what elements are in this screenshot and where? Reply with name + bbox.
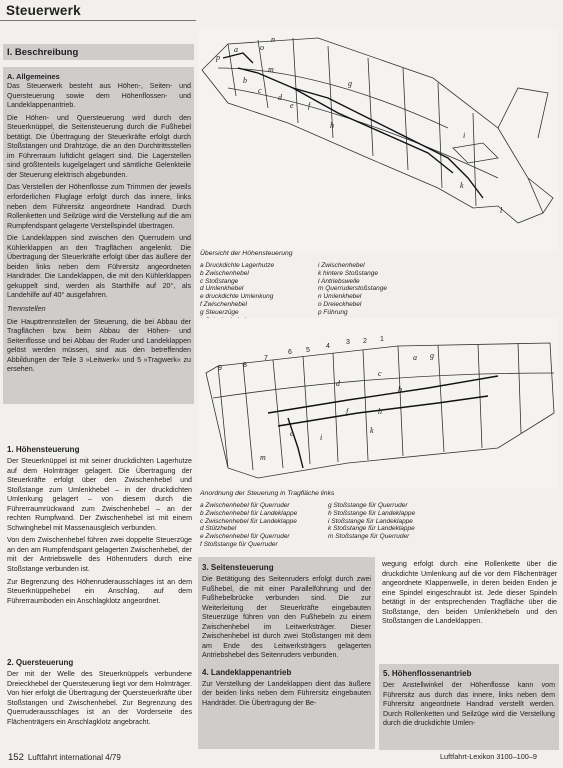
figure-label: g bbox=[348, 79, 352, 88]
section-1-paragraph: Zur Begrenzung des Höhenruderausschlages ist an dem Steuerknüppelhebel ein Anschlag, auf dem Führerraumboden ein Anschlagklotz angeordnet. bbox=[7, 577, 192, 605]
figure-label: h bbox=[330, 121, 334, 130]
legend-item: b Zwischenhebel für Landeklappe bbox=[200, 509, 298, 517]
legend-item: f Stoßstange für Querruder bbox=[200, 540, 278, 548]
trennstellen-heading: Trennstellen bbox=[7, 305, 46, 314]
figure-hoehensteuerung bbox=[198, 28, 559, 252]
section-A-paragraph: Die Höhen- und Quersteuerung wird durch den Steuerknüppel, die Seitensteuerung durch die Fußhebel betätigt. Die Übertragung der Steuerkräfte erfolgt durch Stoßstangen und Drahtzüge, die an den Durchtrittsstellen im Führerraum luftdicht gelagert sind. Die Lagerstellen sind größtenteils kugelgelagert und sämtliche Gelenkteile der Steuerung elektrisch abgebunden. bbox=[7, 113, 191, 179]
legend-item: i Zwischenhebel bbox=[318, 262, 365, 269]
section-5-box bbox=[379, 664, 559, 750]
figure-label: p bbox=[216, 53, 220, 62]
legend-item: k Stoßstange für Landeklappe bbox=[328, 525, 415, 533]
legend-item: d Umlenkhebel bbox=[200, 285, 244, 293]
section-5-heading: 5. Höhenflossenantrieb bbox=[383, 669, 472, 678]
figure-label: i bbox=[320, 433, 323, 442]
station-number: 4 bbox=[326, 343, 330, 350]
section-1-heading: 1. Höhensteuerung bbox=[7, 445, 80, 454]
legend-item: h Stoßstange für Landeklappe bbox=[328, 509, 416, 517]
footer-left bbox=[8, 752, 121, 763]
section-A-heading: A. Allgemeines bbox=[7, 72, 60, 81]
section-4-continued: wegung erfolgt durch eine Rollenkette über die druckdichte Umlenkung auf die vor dem Flächenträger angeordnete Klappenwelle, in deren beiden Enden je eine Spindel eingeschraubt ist. Jede dieser Spindeln betätigt in der entsprechenden Tragfläche über die Stoßstange, den beiden Umlenkhebeln und den Stoßstangen die Landeklappen. bbox=[382, 560, 557, 626]
section-2 bbox=[7, 658, 192, 727]
figure-label: i bbox=[463, 131, 466, 140]
legend-item: l Antriebswelle bbox=[318, 277, 360, 285]
figure-label: l bbox=[500, 206, 503, 215]
section-1-paragraph: Der Steuerknüppel ist mit seiner druckdichten Lagerhutze auf dem Holmträger gelagert. Die Übertragung der Steuerkräfte erfolgt über den Zwischenhebel und Stoßstange zum Umlenkhebel – in der druckdichten Umlenkung gelagert – von diesem durch die Führerraumrückwand zum Zwischenhebel – an der rechten Rumpfwand. Der Zwischenhebel ist mit einem Schwinghebel mit Massenausgleich verbunden. bbox=[7, 457, 192, 532]
figure-label: n bbox=[271, 35, 275, 44]
section-A-paragraph: Die Landeklappen sind zwischen den Querrudern und Kühlerklappen an den Tragflächen angelenkt. Die Übertragung der Steuerkräfte erfolgt über das äußere der beiden links neben dem Führersitz angeordneten Handräder. Die Landeklappen, die mit den Kühlerklappen gekuppelt sind, werden als Starthilfe auf 20°, als Landehilfe auf 40° ausgefahren. bbox=[7, 234, 191, 300]
figure-label: b bbox=[398, 385, 402, 394]
header-rule bbox=[0, 20, 196, 21]
station-number: 3 bbox=[346, 339, 350, 346]
station-number: 6 bbox=[288, 349, 292, 356]
station-number: 2 bbox=[363, 338, 367, 345]
figure-2-title: Anordnung der Steuerung in Tragfläche links bbox=[200, 490, 335, 497]
figure-label: d bbox=[278, 93, 282, 102]
legend-item: o Dreieckhebel bbox=[318, 300, 362, 308]
legend-item: i Stoßstange für Landeklappe bbox=[328, 517, 413, 525]
figure-label: b bbox=[243, 76, 247, 85]
figure-label: k bbox=[370, 426, 374, 435]
section-1 bbox=[7, 445, 192, 606]
legend-item: c Zwischenhebel für Landeklappe bbox=[200, 517, 297, 525]
legend-item: g Steuerzüge bbox=[200, 308, 239, 316]
station-number: 8 bbox=[243, 362, 247, 369]
figure-label: o bbox=[260, 43, 264, 52]
figure-label: f bbox=[308, 101, 311, 110]
figure-label: k bbox=[460, 181, 464, 190]
legend-item: p Führung bbox=[318, 308, 348, 316]
figure-label: c bbox=[378, 369, 382, 378]
figure-1-title: Übersicht der Höhensteuerung bbox=[200, 250, 293, 257]
figure-label: a bbox=[234, 45, 238, 54]
section-3-heading: 3. Seitensteuerung bbox=[202, 563, 274, 572]
section-3-paragraph: Die Betätigung des Seitenruders erfolgt durch zwei Fußhebel, die mit einer Parallelführung und der Fußhebelbrücke verbunden sind. Die zur Weiterleitung der Steuerkräfte eingebauten Steuerzüge führen von den Fußhebeln zu einem Zwischenhebel im Leitwerksträger. Dieser Zwischenhebel ist durch zwei Stoßstangen mit dem am Ende des Leitwerksträgers gelagerten Antriebshebel des Seitenruders verbunden. bbox=[202, 575, 371, 660]
fuselage-drawing bbox=[198, 28, 559, 252]
section-A-box bbox=[3, 67, 194, 404]
legend-item: e druckdichte Umlenkung bbox=[200, 293, 274, 301]
section-2-heading: 2. Quersteuerung bbox=[7, 658, 74, 667]
figure-label: c bbox=[258, 86, 262, 95]
figure-label: f bbox=[346, 407, 349, 416]
figure-tragflaeche bbox=[198, 318, 559, 488]
footer-publication: Luftfahrt international 4/79 bbox=[27, 753, 121, 762]
legend-item: b Zwischenhebel bbox=[200, 269, 249, 277]
figure-1-legend-right bbox=[318, 262, 458, 317]
figure-2-legend-right bbox=[328, 502, 458, 541]
section-A-paragraph: Das Verstellen der Höhenflosse zum Trimmen der jeweils erforderlichen Fluglage erfolgt durch das innere, links neben dem Führersitz angeordnete Handrad. Durch Rollenketten und Seilzüge wird die Verstellung auf die am Rumpfendspant gelagerte Verstellspindel übertragen. bbox=[7, 183, 191, 230]
station-number: 1 bbox=[380, 336, 384, 343]
section-5-paragraph: Der Anstellwinkel der Höhenflosse kann vom Führersitz aus durch das innere, links neben dem Führersitz angeordnete Handrad verstellt werden. Durch Rollenketten und Seilzüge wird die Verstellung durch die druckdichte Umlen- bbox=[383, 681, 555, 728]
page-number: 152 bbox=[8, 752, 24, 763]
page-title: Steuerwerk bbox=[6, 3, 81, 18]
station-numbers bbox=[218, 336, 384, 372]
figure-label: m bbox=[268, 65, 274, 74]
figure-1-legend-left bbox=[200, 262, 315, 324]
legend-item: c Stoßstange bbox=[200, 277, 239, 285]
figure-label: e bbox=[290, 429, 294, 438]
station-number: 7 bbox=[264, 355, 268, 362]
figure-label: h bbox=[378, 407, 382, 416]
figure-2-caption bbox=[200, 490, 559, 497]
section-4-heading: 4. Landeklappenantrieb bbox=[202, 667, 292, 677]
figure-label: g bbox=[430, 351, 434, 360]
footer-right: Luftfahrt-Lexikon 3100–100–9 bbox=[440, 752, 537, 761]
legend-item: a Druckdichte Lagerhutze bbox=[200, 262, 275, 269]
figure-label: d bbox=[336, 379, 340, 388]
station-number: 9 bbox=[218, 365, 222, 372]
legend-item: m Querruderstoßstange bbox=[318, 285, 388, 293]
figure-2-legend-left bbox=[200, 502, 324, 549]
figure-label: e bbox=[290, 101, 294, 110]
section-I-heading: I. Beschreibung bbox=[3, 44, 194, 60]
legend-item: f Zwischenhebel bbox=[200, 300, 247, 308]
section-A-paragraph: Das Steuerwerk besteht aus Höhen-, Seiten- und Quersteuerung sowie dem Höhenflossen- und Landeklappenantrieb. bbox=[7, 82, 191, 110]
section-2-paragraph: Der mit der Welle des Steuerknüppels verbundene Dreieckhebel der Quersteuerung liegt vor dem Holmträger. Von hier erfolgt die Übertragung der Quersteuerkräfte über Stoßstangen und Zwischenhebel. Zur Begrenzung des Querruderausschlages ist an der Vorderseite des Flächenträgers ein Anschlagklotz angebracht. bbox=[7, 670, 192, 726]
legend-item: a Zwischenhebel für Querruder bbox=[200, 502, 290, 509]
column-3-text bbox=[382, 560, 557, 627]
legend-item: n Umlenkhebel bbox=[318, 293, 362, 301]
legend-item: g Stoßstange für Querruder bbox=[328, 502, 408, 509]
station-number: 5 bbox=[306, 347, 310, 354]
figure-1-caption bbox=[200, 250, 559, 257]
legend-item: e Zwischenhebel für Querruder bbox=[200, 533, 290, 541]
figure-label: a bbox=[413, 353, 417, 362]
section-A-paragraph: Die Haupttrennstellen der Steuerung, die bei Abbau der Tragflächen bzw. beim Abbau der Höhen- und Seitenflosse und bei Abbau der Ruder und Landeklappen gelöst werden müssen, sind aus den betreffenden Abbildungen der Teile 3 »Leitwerk« und 5 »Tragwerk« zu ersehen. bbox=[7, 317, 191, 374]
legend-item: m Stoßstange für Querruder bbox=[328, 533, 410, 541]
legend-item: k hintere Stoßstange bbox=[318, 269, 378, 277]
figure-label: m bbox=[260, 453, 266, 462]
section-4-paragraph: Zur Verstellung der Landeklappen dient das äußere der beiden links neben dem Führersitz eingebauten Handräder. Die Übertragung der Be- bbox=[202, 679, 371, 708]
section-1-paragraph: Von dem Zwischenhebel führen zwei doppelte Steuerzüge an den am Rumpfendspant gelagerten Zwischenhebel, der mit der Antriebswelle des Höhenruders durch eine Stoßstange verbunden ist. bbox=[7, 536, 192, 574]
section-3-4-box bbox=[198, 557, 375, 749]
legend-item: d Stützhebel bbox=[200, 525, 237, 533]
wing-drawing bbox=[198, 318, 559, 488]
